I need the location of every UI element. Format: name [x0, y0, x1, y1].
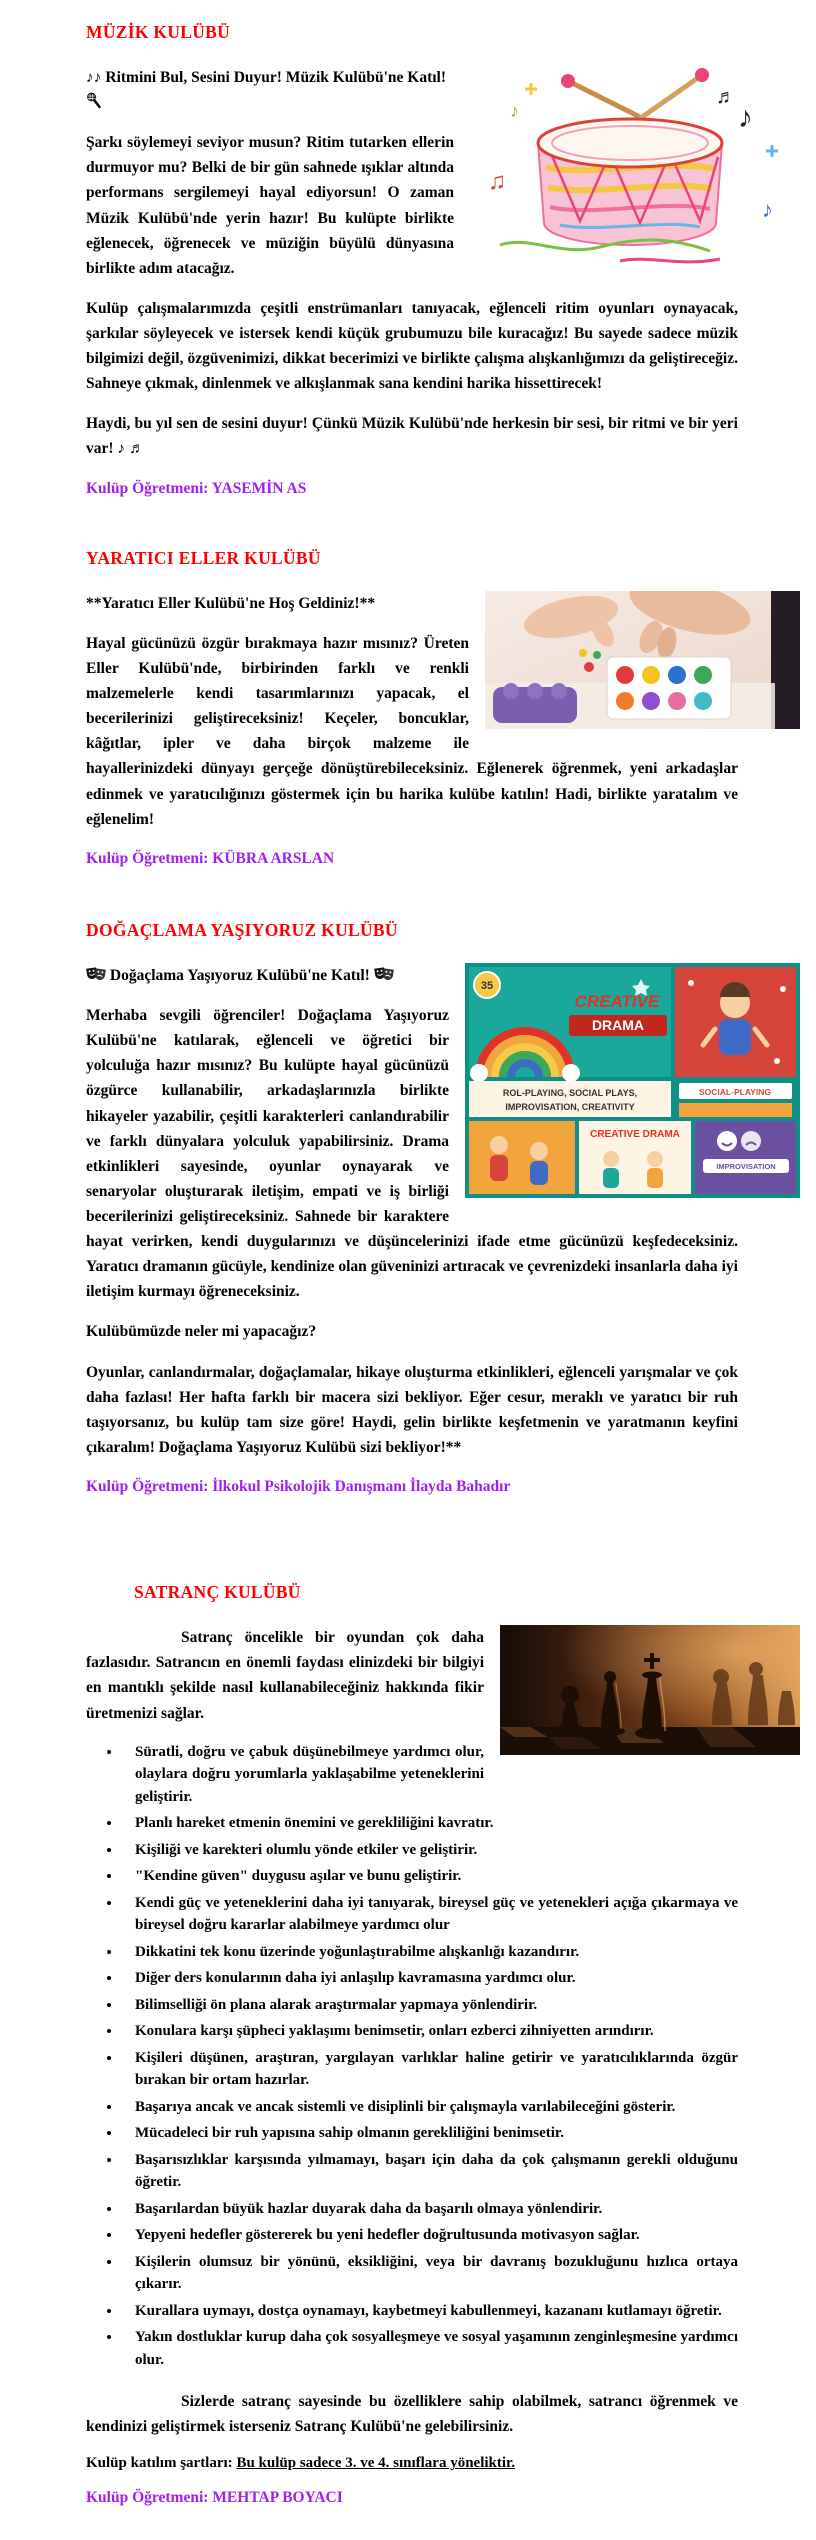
svg-text:♪: ♪ [738, 101, 753, 134]
poster-label-improvisation: IMPROVISATION [716, 1162, 776, 1172]
creative-hands-welcome: **Yaratıcı Eller Kulübü'ne Hoş Geldiniz!** [86, 594, 376, 612]
chess-closing-paragraph: Sizlerde satranç sayesinde bu özelliklere sahip olabilmek, satrancı öğrenmek ve kendinizi geliştirmek isterseniz Satranç Kulübü'ne gelebilirsiniz. [86, 2393, 738, 2436]
chess-pieces-image [500, 1625, 800, 1755]
benefit-item: • Yepyeni hedefler göstererek bu yeni hedefler doğrultusunda motivasyon sağlar. [122, 2224, 738, 2247]
drum-illustration [470, 65, 800, 280]
drama-paragraph-2: Oyunlar, canlandırmalar, doğaçlamalar, hikaye oluşturma etkinlikleri, eğlenceli yarışmalar ve çok daha fazlası! Her hafta farklı bir macera sizi bekliyor. Eğer cesur, meraklı ve yaratıcı bir ruh taşıyorsanız, bu kulüp tam size göre! Haydi, gelin birlikte keşfetmenin ve yaratmanın keyfini çıkaralım! Doğaçlama Yaşıyoruz Kulübü sizi bekliyor!** [86, 1363, 738, 1456]
poster-strip-line-1: ROL-PLAYING, SOCIAL PLAYS, [502, 1088, 638, 1099]
requirements-value: Bu kulüp sadece 3. ve 4. sınıflara yöneliktir. [236, 2455, 516, 2472]
chess-intro-paragraph: Satranç öncelikle bir oyundan çok daha fazlasıdır. Satrancın en önemli faydası elinizdeki bir bilgiyi en mantıklı şekilde nasıl kullanabileceğiniz hakkında fikir üretmenizi sağlar. [86, 1629, 484, 1722]
drama-club-title: DOĞAÇLAMA YAŞIYORUZ KULÜBÜ [86, 920, 398, 941]
svg-text:♪: ♪ [510, 101, 519, 121]
drum-sketch-image [470, 65, 800, 280]
benefit-item: • Başarısızlıklar karşısında yılmamayı, başarı için daha da çok çalışmanın gerekli olduğunu öğretir. [122, 2149, 738, 2194]
music-teacher-line: Kulüp Öğretmeni: YASEMİN AS [86, 479, 307, 497]
benefit-item: • Kurallara uymayı, dostça oynamayı, kaybetmeyi kabullenmeyi, kazananı kutlamayı öğretir. [122, 2300, 738, 2323]
creative-hands-teacher-line: Kulüp Öğretmeni: KÜBRA ARSLAN [86, 849, 335, 867]
benefit-item: • Süratli, doğru ve çabuk düşünebilmeye yardımcı olur, olaylara doğru yorumlarla yaklaşabilme yeteneklerini geliştirir. [122, 1741, 738, 1809]
chess-requirements-line [86, 2455, 738, 2472]
music-paragraph-2: Kulüp çalışmalarımızda çeşitli enstrümanları tanıyacak, eğlenceli ritim oyunları oynayacak, şarkılar söyleyecek ve istersek kendi küçük grubumuzu bile kuracağız! Bu sayede sadece müzik bilgimizi değil, özgüvenimizi, dikkat becerimizi ve birlikte çalışma alışkanlığımızı da geliştireceğiz. Sahneye çıkmak, dinlenmek ve alkışlanmak sana kendini harika hissettirecek! [86, 299, 738, 393]
benefit-item: • Planlı hareket etmenin önemini ve gerekliliğini kavratır. [122, 1812, 738, 1835]
section-creative-hands-club [86, 548, 738, 870]
chess-teacher-line: Kulüp Öğretmeni: MEHTAP BOYACI [86, 2489, 343, 2507]
drama-paragraph-1: Merhaba sevgili öğrenciler! Doğaçlama Yaşıyoruz Kulübü'ne katılarak, eğlenceli ve öğretici bir yolculuğa hazır mısınız? Bu kulüpte hayal gücünüzü özgürce kullanabilir, arkadaşlarınızla birlikte hikayeler yazabilir, çeşitli karakterleri canlandırabilir ve farklı dünyalara yolculuk yapabilirsiniz. Drama etkinlikleri sayesinde, oyunlar oynayarak ve senaryolar oluşturarak iletişim, empati ve iş birliği becerilerinizi geliştireceksiniz. Sahnede bir karaktere hayat verirken, kendi duygularınızı ve düşüncelerinizi ifade etme gücünüzü keşfedeceksiniz. Yaratıcı dramanın gücüyle, kendinize olan güveninizi artıracak ve çevrenizdeki insanlarla daha iyi iletişim kurmayı öğreneceksiniz. [86, 1007, 738, 1301]
poster-label-creative-drama: CREATIVE DRAMA [590, 1129, 680, 1141]
drama-question-line: Kulübümüzde neler mi yapacağız? [86, 1323, 317, 1341]
benefit-item: • Dikkatini tek konu üzerinde yoğunlaştırabilme alışkanlığı kazandırır. [122, 1941, 738, 1964]
svg-text:♬: ♬ [716, 86, 736, 108]
section-music-club [86, 22, 773, 500]
benefit-item: • Mücadeleci bir ruh yapısına sahip olmanın gerekliliğini benimsetir. [122, 2122, 738, 2145]
music-club-title: MÜZİK KULÜBÜ [86, 22, 231, 42]
benefit-item: • Konulara karşı şüpheci yaklaşımı benimsetir, onları ezberci zihniyetten arındırır. [122, 2020, 738, 2043]
benefit-item: • Bilimselliği ön plana alarak araştırmalar yapmaya yönlendirir. [122, 1994, 738, 2017]
creative-drama-poster-image [465, 963, 800, 1198]
chess-photo [500, 1625, 800, 1755]
theater-masks-icon [86, 967, 106, 982]
benefit-item: • "Kendine güven" duygusu aşılar ve bunu geliştirir. [122, 1865, 738, 1888]
poster-word-drama: DRAMA [591, 1017, 645, 1034]
benefit-item: • Kişileri düşünen, araştıran, yargılayan varlıklar haline getirir ve yaratıcılıklarında özgür bırakan bir ortam hazırlar. [122, 2047, 738, 2092]
music-tagline-text: ♪♪ Ritmini Bul, Sesini Duyur! Müzik Kulübü'ne Katıl! [86, 69, 447, 86]
benefit-item: • Kişilerin olumsuz bir yönünü, eksikliğini, veya bir davranış bozukluğunu hızlıca ortaya çıkarır. [122, 2251, 738, 2296]
creative-hands-paragraph: Hayal gücünüzü özgür bırakmaya hazır mısınız? Üreten Eller Kulübü'nde, birbirinden farklı ve renkli malzemelerle kendi tasarımlarınızı yapacak, el becerilerinizi geliştireceksiniz! Keçeler, boncuklar, kâğıtlar, ipler ve daha birçok malzeme ile hayallerinizdeki dünyayı gerçeğe dönüştürebileceksiniz. Eğlenerek öğrenmek, yeni arkadaşlar edinmek ve yaratıcılığınızı göstermek için bu harika kulübe katılın! Hadi, birlikte yaratalım ve eğlenelim! [86, 634, 738, 828]
poster-strip-line-2: IMPROVISATION, CREATIVITY [505, 1102, 635, 1113]
music-paragraph-3: Haydi, bu yıl sen de sesini duyur! Çünkü Müzik Kulübü'nde herkesin bir sesi, bir ritmi ve bir yeri var! ♪ ♬ [86, 415, 738, 458]
drama-poster [465, 963, 800, 1198]
benefit-item: • Kişiliği ve karekteri olumlu yönde etkiler ve geliştirir. [122, 1839, 738, 1862]
drama-teacher-line: Kulüp Öğretmeni: İlkokul Psikolojik Danışmanı İlayda Bahadır [86, 1477, 511, 1495]
benefit-item: • Diğer ders konularının daha iyi anlaşılıp kavramasına yardımcı olur. [122, 1967, 738, 1990]
section-drama-club [86, 920, 776, 1498]
benefit-item: • Başarılardan büyük hazlar duyarak daha da başarılı olmaya yönlendirir. [122, 2198, 738, 2221]
poster-badge-35: 35 [480, 980, 494, 993]
svg-text:♫: ♫ [488, 168, 506, 195]
benefit-item: • Kendi güç ve yeteneklerini daha iyi tanıyarak, bireysel güç ve yetenekleri açığa çıkarmaya ve bireysel doğru kararlar alabilmeye yardımcı olur [122, 1892, 738, 1937]
music-paragraph-1: Şarkı söylemeyi seviyor musun? Ritim tutarken ellerin durmuyor mu? Belki de bir gün sahnede ışıklar altında performans sergilemeyi hayal ediyorsun! O zaman Müzik Kulübü'nde yerin hazır! Bu kulüpte birlikte eğlenecek, öğrenecek ve müziğin büyülü dünyasına birlikte adım atacağız. [86, 134, 454, 277]
section-chess-club [86, 1582, 738, 2509]
crafting-hands-image [485, 591, 800, 729]
microphone-icon [86, 92, 101, 109]
svg-text:♪: ♪ [762, 197, 773, 222]
poster-label-social-playing: SOCIAL-PLAYING [699, 1087, 771, 1098]
benefit-item: • Başarıya ancak ve ancak sistemli ve disiplinli bir çalışmayla varılabileceğini gösterir. [122, 2096, 738, 2119]
requirements-label: Kulüp katılım şartları: [86, 2455, 237, 2472]
crafts-photo [485, 591, 800, 729]
drama-tagline-text: Doğaçlama Yaşıyoruz Kulübü'ne Katıl! [109, 967, 370, 985]
chess-benefits-list [122, 1741, 738, 2372]
benefit-item: • Yakın dostluklar kurup daha çok sosyalleşmeye ve sosyal yaşamının zenginleşmesine yardımcı olur. [122, 2326, 738, 2371]
theater-masks-icon [374, 967, 394, 982]
poster-word-creative: CREATIVE [574, 992, 660, 1012]
chess-club-title: SATRANÇ KULÜBÜ [134, 1582, 301, 1603]
creative-hands-title: YARATICI ELLER KULÜBÜ [86, 547, 321, 568]
